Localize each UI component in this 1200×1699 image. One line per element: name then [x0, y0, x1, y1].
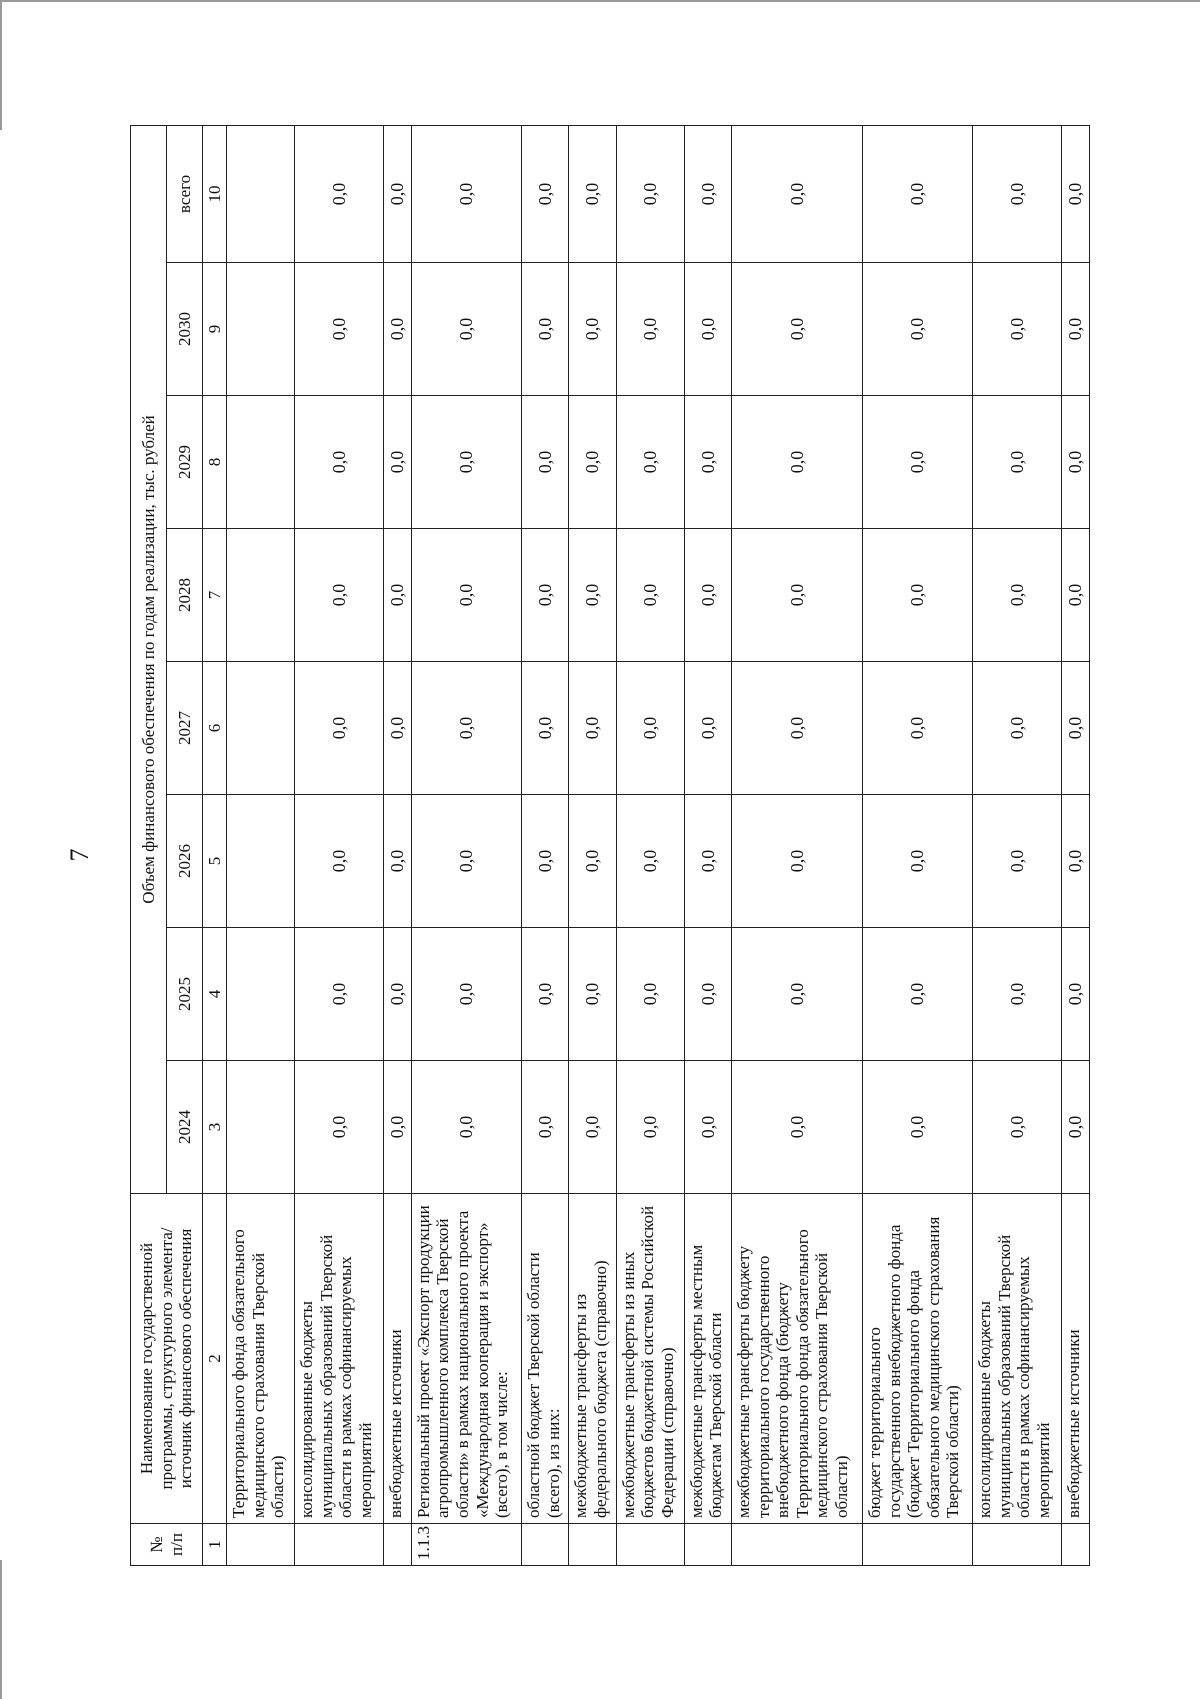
row-value: 0,0 [863, 1061, 973, 1194]
scan-edge-left-lower [0, 1560, 2, 1699]
row-value: 0,0 [411, 1061, 521, 1194]
table-row [295, 125, 384, 1565]
row-value [227, 1061, 295, 1194]
column-index: 7 [203, 529, 227, 662]
row-value: 0,0 [616, 263, 684, 396]
row-value: 0,0 [973, 1061, 1062, 1194]
row-value: 0,0 [295, 125, 384, 262]
column-index: 3 [203, 1061, 227, 1194]
row-value: 0,0 [1062, 662, 1090, 795]
row-number [384, 1524, 412, 1566]
row-value: 0,0 [732, 928, 863, 1061]
row-number: 1.1.3 [411, 1524, 521, 1566]
row-name: бюджет территориального государственного внебюджетного фонда (бюджет Территориального фонда обязательного медицинского страхования Тверской области) [863, 1194, 973, 1524]
header-year: 2029 [167, 396, 203, 529]
row-value: 0,0 [863, 396, 973, 529]
header-year: 2027 [167, 662, 203, 795]
row-value: 0,0 [295, 795, 384, 928]
row-value: 0,0 [384, 662, 412, 795]
row-value: 0,0 [522, 1061, 569, 1194]
row-value: 0,0 [569, 125, 616, 262]
header-volume: Объем финансового обеспечения по годам реализации, тыс. рублей [131, 125, 167, 1193]
row-value: 0,0 [973, 662, 1062, 795]
table-row [973, 125, 1062, 1565]
row-value: 0,0 [732, 662, 863, 795]
row-value: 0,0 [616, 125, 684, 262]
header-name: Наименование государственной программы, структурного элемента/источник финансового обеспечения [131, 1194, 203, 1524]
row-value: 0,0 [384, 263, 412, 396]
table-row [616, 125, 684, 1565]
column-index: 1 [203, 1524, 227, 1566]
row-number [227, 1524, 295, 1566]
financing-table-rotated [130, 126, 1090, 1566]
row-value: 0,0 [522, 795, 569, 928]
row-value: 0,0 [522, 263, 569, 396]
row-value: 0,0 [411, 125, 521, 262]
row-value: 0,0 [973, 928, 1062, 1061]
row-name: межбюджетные трансферты бюджету территориального государственного внебюджетного фонда (бюджету Территориального фонда обязательного медицинского страхования Тверской области) [732, 1194, 863, 1524]
row-value: 0,0 [569, 396, 616, 529]
row-number [732, 1524, 863, 1566]
row-value: 0,0 [973, 396, 1062, 529]
row-value: 0,0 [973, 263, 1062, 396]
row-value: 0,0 [411, 529, 521, 662]
scan-edge-top [0, 0, 1200, 2]
row-value: 0,0 [522, 662, 569, 795]
financing-table [130, 125, 1090, 1566]
row-value: 0,0 [684, 928, 731, 1061]
row-number [684, 1524, 731, 1566]
row-value: 0,0 [684, 1061, 731, 1194]
row-value: 0,0 [569, 529, 616, 662]
row-value: 0,0 [295, 1061, 384, 1194]
row-value: 0,0 [732, 125, 863, 262]
row-value: 0,0 [1062, 396, 1090, 529]
row-value [227, 263, 295, 396]
row-value: 0,0 [384, 529, 412, 662]
header-year: 2030 [167, 263, 203, 396]
row-value: 0,0 [684, 396, 731, 529]
row-value: 0,0 [732, 529, 863, 662]
table-row [732, 125, 863, 1565]
column-index: 10 [203, 125, 227, 262]
row-value: 0,0 [1062, 529, 1090, 662]
row-name: межбюджетные трансферты из федерального бюджета (справочно) [569, 1194, 616, 1524]
row-value: 0,0 [863, 662, 973, 795]
row-value: 0,0 [684, 662, 731, 795]
row-name: межбюджетные трансферты из иных бюджетов бюджетной системы Российской Федерации (справочно) [616, 1194, 684, 1524]
row-name: межбюджетные трансферты местным бюджетам Тверской области [684, 1194, 731, 1524]
row-value [227, 795, 295, 928]
table-row [569, 125, 616, 1565]
row-value: 0,0 [973, 125, 1062, 262]
row-name: консолидированные бюджеты муниципальных образований Тверской области в рамках софинансируемых мероприятий [973, 1194, 1062, 1524]
row-value: 0,0 [684, 263, 731, 396]
row-value: 0,0 [732, 1061, 863, 1194]
column-index: 6 [203, 662, 227, 795]
row-value: 0,0 [569, 928, 616, 1061]
row-number [863, 1524, 973, 1566]
row-value: 0,0 [732, 795, 863, 928]
row-value: 0,0 [295, 263, 384, 396]
row-value: 0,0 [863, 928, 973, 1061]
row-name: внебюджетные источники [1062, 1194, 1090, 1524]
row-value: 0,0 [384, 125, 412, 262]
row-value: 0,0 [522, 529, 569, 662]
row-value: 0,0 [616, 396, 684, 529]
row-value: 0,0 [295, 662, 384, 795]
row-value: 0,0 [295, 928, 384, 1061]
row-number [1062, 1524, 1090, 1566]
row-number [522, 1524, 569, 1566]
row-number [295, 1524, 384, 1566]
row-value: 0,0 [863, 263, 973, 396]
row-value: 0,0 [684, 795, 731, 928]
row-name: внебюджетные источники [384, 1194, 412, 1524]
row-value: 0,0 [384, 795, 412, 928]
row-value: 0,0 [295, 529, 384, 662]
row-value [227, 396, 295, 529]
row-value: 0,0 [732, 263, 863, 396]
row-value: 0,0 [616, 795, 684, 928]
row-value: 0,0 [411, 662, 521, 795]
row-value: 0,0 [295, 396, 384, 529]
row-value: 0,0 [1062, 795, 1090, 928]
row-value: 0,0 [863, 529, 973, 662]
row-value: 0,0 [684, 125, 731, 262]
table-row [684, 125, 731, 1565]
row-value: 0,0 [1062, 1061, 1090, 1194]
table-row [227, 125, 295, 1565]
table-row [1062, 125, 1090, 1565]
row-value: 0,0 [569, 662, 616, 795]
row-value: 0,0 [411, 795, 521, 928]
row-value: 0,0 [684, 529, 731, 662]
row-name: областной бюджет Тверской области (всего), из них: [522, 1194, 569, 1524]
column-index: 8 [203, 396, 227, 529]
scan-edge-left [0, 0, 2, 130]
header-no: № п/п [131, 1524, 203, 1566]
row-value [227, 928, 295, 1061]
column-index: 9 [203, 263, 227, 396]
row-value [227, 662, 295, 795]
row-value: 0,0 [411, 928, 521, 1061]
row-number [569, 1524, 616, 1566]
row-value: 0,0 [411, 396, 521, 529]
header-year: 2026 [167, 795, 203, 928]
row-value [227, 529, 295, 662]
column-index: 5 [203, 795, 227, 928]
row-name: Региональный проект «Экспорт продукции агропромышленного комплекса Тверской области» в рамках национального проекта «Международная кооперация и экспорт» (всего), в том числе: [411, 1194, 521, 1524]
header-year: всего [167, 125, 203, 262]
row-value: 0,0 [411, 263, 521, 396]
row-value: 0,0 [973, 529, 1062, 662]
row-value: 0,0 [384, 1061, 412, 1194]
row-name: Территориального фонда обязательного медицинского страхования Тверской области) [227, 1194, 295, 1524]
row-number [973, 1524, 1062, 1566]
column-index: 2 [203, 1194, 227, 1524]
row-value: 0,0 [1062, 125, 1090, 262]
row-number [616, 1524, 684, 1566]
header-year: 2028 [167, 529, 203, 662]
row-value [227, 125, 295, 262]
page-number: 7 [65, 848, 94, 862]
row-value: 0,0 [616, 662, 684, 795]
row-value: 0,0 [569, 263, 616, 396]
table-row [411, 125, 521, 1565]
row-value: 0,0 [384, 928, 412, 1061]
row-value: 0,0 [1062, 263, 1090, 396]
row-value: 0,0 [522, 928, 569, 1061]
column-index: 4 [203, 928, 227, 1061]
row-value: 0,0 [569, 1061, 616, 1194]
row-value: 0,0 [522, 125, 569, 262]
row-value: 0,0 [616, 928, 684, 1061]
header-year: 2025 [167, 928, 203, 1061]
row-value: 0,0 [732, 396, 863, 529]
row-value: 0,0 [384, 396, 412, 529]
row-value: 0,0 [863, 795, 973, 928]
table-row [863, 125, 973, 1565]
header-year: 2024 [167, 1061, 203, 1194]
row-value: 0,0 [1062, 928, 1090, 1061]
row-value: 0,0 [569, 795, 616, 928]
row-name: консолидированные бюджеты муниципальных образований Тверской области в рамках софинансируемых мероприятий [295, 1194, 384, 1524]
row-value: 0,0 [863, 125, 973, 262]
row-value: 0,0 [616, 1061, 684, 1194]
table-row [522, 125, 569, 1565]
row-value: 0,0 [973, 795, 1062, 928]
table-row [384, 125, 412, 1565]
row-value: 0,0 [522, 396, 569, 529]
row-value: 0,0 [616, 529, 684, 662]
